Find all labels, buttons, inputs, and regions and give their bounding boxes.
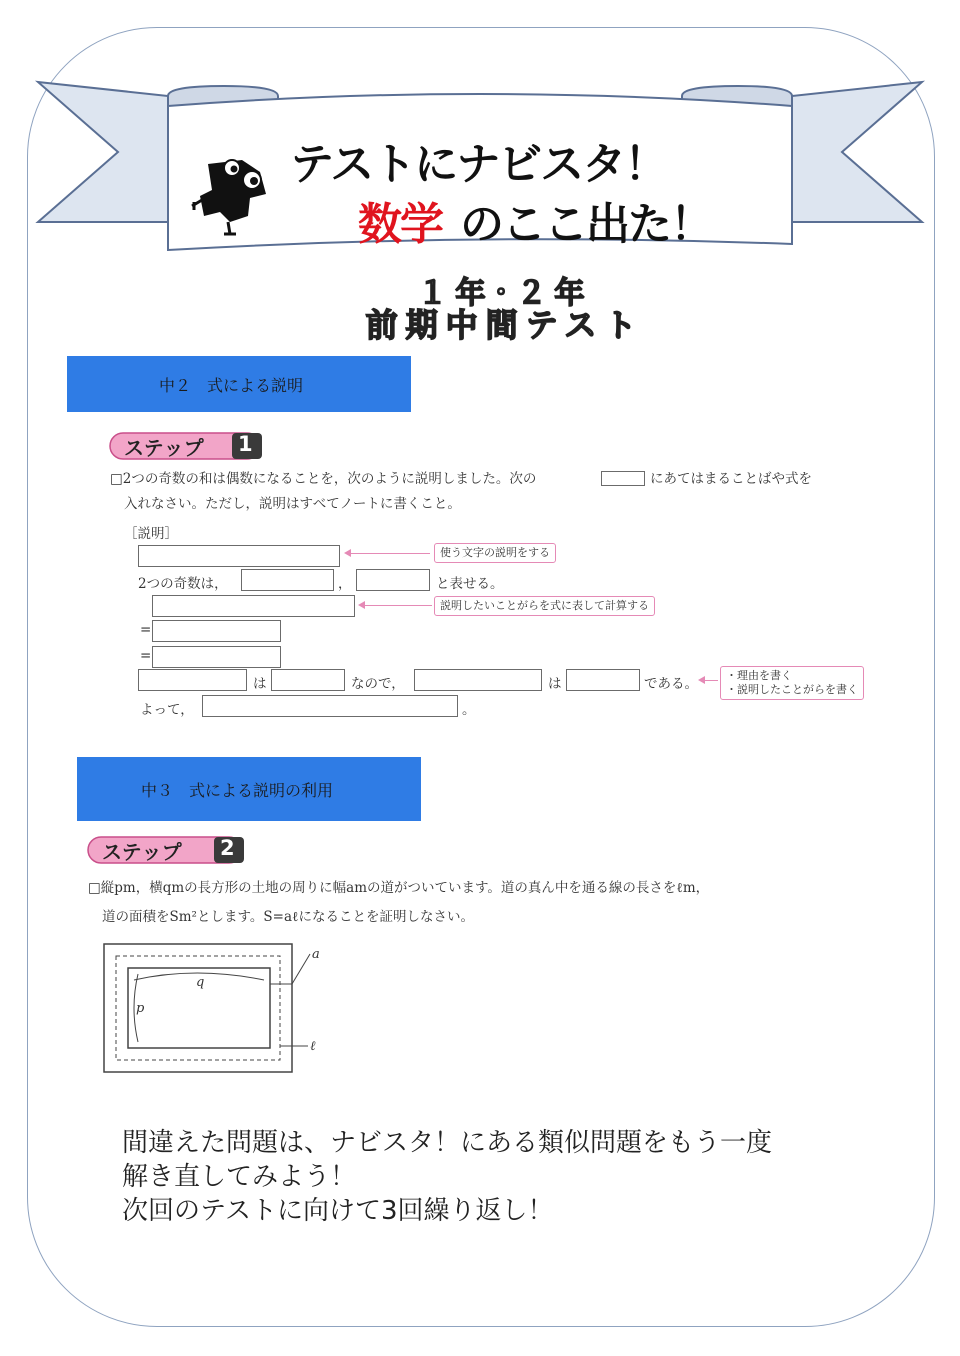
answer-box-odd1[interactable] (241, 569, 334, 591)
wa-label-1: は (253, 676, 267, 692)
test-name: 前期中間テスト (365, 306, 645, 344)
answer-box-step1[interactable] (152, 620, 281, 642)
banner-title: テストにナビスタ！ (290, 139, 667, 190)
equals-1: = (140, 622, 152, 638)
hint-arrow-1 (350, 553, 430, 554)
grade-label: １年･２年 (417, 276, 593, 311)
section-heading-1: 中２ 式による説明 (67, 356, 411, 412)
footer-line-1: 間違えた問題は、ナビスタ！にある類似問題をもう一度 (122, 1128, 773, 1158)
expressed-label: と表せる。 (436, 576, 504, 592)
footer-line-3: 次回のテストに向けて3回繰り返し！ (122, 1196, 554, 1226)
step-label: ステップ (102, 840, 182, 864)
odd-label: 2つの奇数は， (138, 576, 228, 592)
footer-message (122, 1126, 772, 1228)
yotte-label: よって， (140, 702, 194, 718)
answer-box-conclusion2[interactable] (566, 669, 640, 691)
answer-box-final[interactable] (202, 695, 458, 717)
banner-suffix: のここ出た！ (460, 199, 712, 250)
answer-box-conclusion1[interactable] (414, 669, 542, 691)
step-badge-1 (108, 430, 268, 466)
question-2-line2: 道の面積をSm²とします。S=aℓになることを証明しなさい。 (102, 909, 474, 925)
road-figure (96, 938, 336, 1078)
mascot-icon (190, 150, 270, 240)
blank-example (601, 471, 645, 486)
footer-line-2: 解き直してみよう！ (122, 1162, 357, 1192)
hint-expression: 説明したいことがらを式に表して計算する (434, 596, 655, 616)
fig-label-l: ℓ (310, 1039, 316, 1054)
wa-label-2: は (548, 676, 562, 692)
hint-arrow-2 (364, 605, 432, 606)
question-2-line1: □縦pm，横qmの長方形の土地の周りに幅amの道がついています。道の真ん中を通る線の長さをℓm， (88, 880, 710, 896)
dearu-label: である。 (644, 676, 698, 692)
question-1-line1b: にあてはまることばや式を (650, 471, 812, 487)
banner-subtitle (358, 188, 712, 252)
comma: ， (338, 576, 352, 592)
answer-box-sum[interactable] (152, 595, 355, 617)
step-number: 2 (220, 836, 235, 860)
step-label: ステップ (124, 436, 204, 460)
fig-label-q: q (196, 975, 205, 990)
answer-box-letters[interactable] (138, 545, 340, 567)
explain-label: ［説明］ (124, 526, 178, 542)
question-1-line1: □2つの奇数の和は偶数になることを，次のように説明しました。次の (110, 471, 537, 487)
equals-2: = (140, 648, 152, 664)
answer-box-odd2[interactable] (356, 569, 430, 591)
step-badge-2 (86, 834, 250, 870)
hint-arrow-3 (704, 680, 718, 681)
nanode-label: なので， (351, 676, 405, 692)
hint-reason-line1: ・理由を書く (726, 669, 792, 682)
answer-box-step2[interactable] (152, 646, 281, 668)
step-number: 1 (238, 432, 253, 456)
fig-label-a: a (312, 947, 320, 962)
section-heading-2: 中３ 式による説明の利用 (77, 757, 421, 821)
period-label: 。 (462, 702, 476, 718)
answer-box-reason1[interactable] (138, 669, 247, 691)
hint-reason-line2: ・説明したことがらを書く (726, 683, 858, 696)
fig-label-p: p (136, 1001, 145, 1016)
hint-letters: 使う文字の説明をする (434, 543, 556, 563)
hint-reason (720, 666, 864, 700)
answer-box-reason2[interactable] (271, 669, 345, 691)
question-1-line2: 入れなさい。ただし，説明はすべてノートに書くこと。 (124, 496, 461, 512)
subject-label: 数学 (358, 199, 442, 250)
